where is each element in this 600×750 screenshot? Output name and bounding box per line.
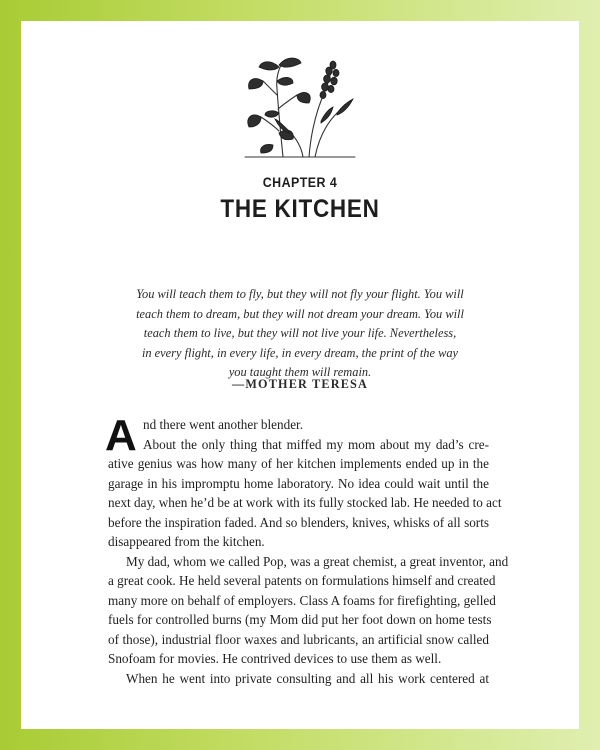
body-line: My dad, whom we called Pop, was a great chemist, a great inventor, and bbox=[126, 553, 509, 569]
epigraph-attribution: —MOTHER TERESA bbox=[231, 377, 369, 391]
epigraph-line: in every flight, in every life, in every dream, the print of the way bbox=[141, 345, 459, 360]
body-line: a great cook. He held several patents on formulations himself and created bbox=[108, 573, 496, 588]
body-line: Snofoam for movies. He contrived devices to use them as well. bbox=[108, 651, 442, 666]
epigraph-line: You will teach them to fly, but they will not fly your flight. You will bbox=[136, 287, 464, 301]
epigraph-line: teach them to live, but they will not live your life. Nevertheless, bbox=[143, 326, 457, 340]
drop-cap: A bbox=[105, 411, 137, 460]
body-line: nd there went another blender. bbox=[143, 417, 304, 432]
body-line: before the inspiration faded. And so blenders, knives, whisks of all sorts bbox=[108, 514, 489, 530]
epigraph-quote bbox=[111, 285, 489, 383]
epigraph-line: you taught them will remain. bbox=[228, 365, 372, 379]
herb-illustration bbox=[243, 51, 357, 159]
body-line: About the only thing that miffed my mom about my dad’s cre- bbox=[143, 436, 489, 452]
chapter-number: CHAPTER 4 bbox=[262, 175, 338, 190]
body-line: many more on behalf of employers. Class A foams for firefighting, gelled bbox=[108, 592, 496, 608]
body-line: garage in his impromptu home laboratory. No idea could wait until the bbox=[108, 475, 489, 491]
body-line: disappeared from the kitchen. bbox=[108, 534, 265, 549]
body-line: ative genius was how many of her kitchen implements ended up in the bbox=[108, 456, 489, 471]
body-line: When he went into private consulting and all his work centered at bbox=[126, 670, 489, 686]
book-page bbox=[21, 21, 579, 729]
body-line: next day, when he’d be at work with its fully stocked lab. He needed to act bbox=[108, 495, 502, 510]
body-line: fuels for controlled burns (my Mom did put her foot down on home tests bbox=[108, 612, 492, 627]
epigraph-line: teach them to dream, but they will not dream your dream. You will bbox=[136, 306, 464, 321]
chapter-body bbox=[105, 411, 509, 688]
chapter-title: THE KITCHEN bbox=[220, 195, 380, 223]
body-line: of those), industrial floor waxes and lubricants, an artificial snow called bbox=[108, 631, 489, 647]
